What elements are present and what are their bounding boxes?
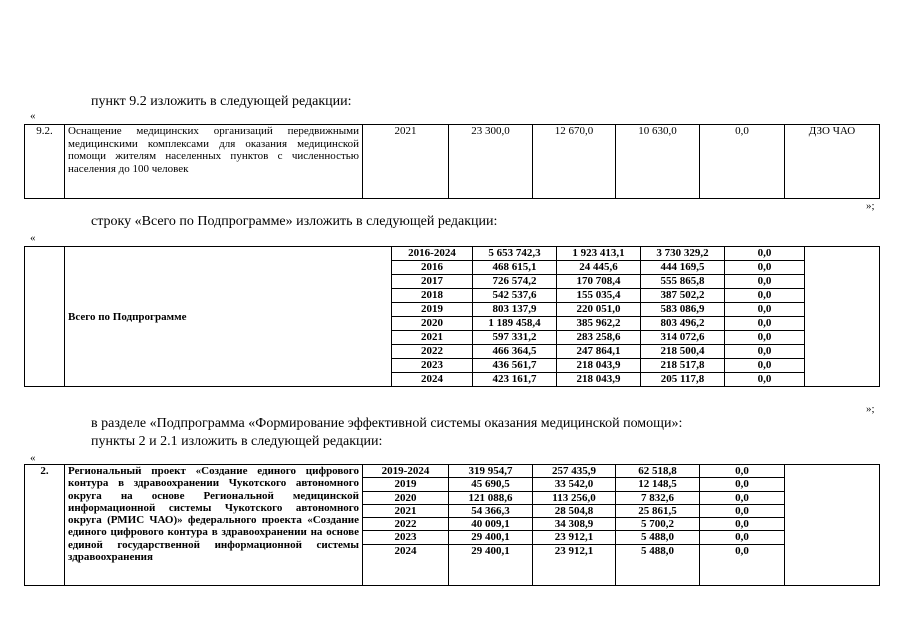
table-subprogram-total [24, 246, 880, 387]
cell-total: 29 400,1 [449, 531, 533, 544]
cell-col2: 218 043,9 [557, 359, 641, 373]
cell-total: 726 574,2 [473, 275, 557, 289]
cell-col4: 0,0 [725, 373, 805, 387]
cell-total: 436 561,7 [473, 359, 557, 373]
cell-total: 803 137,9 [473, 303, 557, 317]
cell-year: 2019 [363, 478, 449, 491]
cell-col4: 0,0 [725, 331, 805, 345]
cell-col4: 0,0 [700, 518, 785, 531]
cell-year: 2016-2024 [392, 247, 473, 261]
cell-col4: 0,0 [725, 317, 805, 331]
project-name: Региональный проект «Создание единого цифрового контура в здравоохранении Чукотского автономного округа на основе Региональной медицинской информационной системы Чукотского автономного округа (РМИС ЧАО)» федерального проекта «Создание единого цифрового контура в здравоохранении на основе единой государственной информационной системы здравоохранения [65, 465, 363, 586]
item-col4: 0,0 [700, 125, 785, 199]
cell-col4: 0,0 [700, 465, 785, 478]
cell-col3: 25 861,5 [616, 504, 700, 517]
paragraph-3: в разделе «Подпрограмма «Формирование эффективной системы оказания медицинской помощи»: [91, 416, 683, 431]
cell-year: 2017 [392, 275, 473, 289]
cell-total: 121 088,6 [449, 491, 533, 504]
empty-executor-cell [805, 247, 880, 387]
cell-total: 466 364,5 [473, 345, 557, 359]
cell-total: 29 400,1 [449, 544, 533, 585]
cell-col2: 23 912,1 [533, 544, 616, 585]
table-row [25, 247, 880, 261]
cell-col2: 220 051,0 [557, 303, 641, 317]
cell-total: 319 954,7 [449, 465, 533, 478]
cell-col2: 34 308,9 [533, 518, 616, 531]
cell-col2: 385 962,2 [557, 317, 641, 331]
table-item-9-2 [24, 124, 880, 199]
cell-year: 2024 [363, 544, 449, 585]
cell-col4: 0,0 [700, 504, 785, 517]
cell-col4: 0,0 [725, 275, 805, 289]
cell-col3: 205 117,8 [641, 373, 725, 387]
close-quote-2: »; [866, 403, 875, 415]
cell-col2: 247 864,1 [557, 345, 641, 359]
cell-col2: 28 504,8 [533, 504, 616, 517]
cell-year: 2016 [392, 261, 473, 275]
cell-col4: 0,0 [700, 531, 785, 544]
cell-total: 423 161,7 [473, 373, 557, 387]
cell-col4: 0,0 [725, 261, 805, 275]
cell-col3: 218 517,8 [641, 359, 725, 373]
cell-year: 2020 [363, 491, 449, 504]
project-number: 2. [25, 465, 65, 586]
open-quote-1: « [30, 110, 36, 122]
cell-col3: 5 700,2 [616, 518, 700, 531]
cell-col4: 0,0 [725, 359, 805, 373]
item-number: 9.2. [25, 125, 65, 199]
cell-year: 2019 [392, 303, 473, 317]
subprogram-total-label: Всего по Подпрограмме [65, 247, 392, 387]
paragraph-2: строку «Всего по Подпрограмме» изложить в следующей редакции: [91, 214, 498, 229]
cell-col2: 1 923 413,1 [557, 247, 641, 261]
table-row [25, 465, 880, 478]
paragraph-1: пункт 9.2 изложить в следующей редакции: [91, 94, 352, 109]
item-executor: ДЗО ЧАО [785, 125, 880, 199]
cell-total: 468 615,1 [473, 261, 557, 275]
cell-col3: 7 832,6 [616, 491, 700, 504]
cell-col2: 155 035,4 [557, 289, 641, 303]
item-total: 23 300,0 [449, 125, 533, 199]
cell-col2: 23 912,1 [533, 531, 616, 544]
cell-col2: 113 256,0 [533, 491, 616, 504]
cell-total: 54 366,3 [449, 504, 533, 517]
open-quote-3: « [30, 452, 36, 464]
cell-col2: 170 708,4 [557, 275, 641, 289]
cell-col3: 583 086,9 [641, 303, 725, 317]
cell-year: 2023 [392, 359, 473, 373]
cell-year: 2021 [392, 331, 473, 345]
cell-col3: 803 496,2 [641, 317, 725, 331]
cell-total: 1 189 458,4 [473, 317, 557, 331]
cell-col3: 62 518,8 [616, 465, 700, 478]
cell-col3: 5 488,0 [616, 531, 700, 544]
cell-col3: 555 865,8 [641, 275, 725, 289]
cell-col4: 0,0 [700, 544, 785, 585]
empty-executor-cell [785, 465, 880, 586]
cell-total: 40 009,1 [449, 518, 533, 531]
cell-total: 5 653 742,3 [473, 247, 557, 261]
table-row [25, 125, 880, 199]
cell-year: 2021 [363, 504, 449, 517]
cell-total: 597 331,2 [473, 331, 557, 345]
cell-year: 2022 [363, 518, 449, 531]
cell-col3: 3 730 329,2 [641, 247, 725, 261]
cell-col2: 218 043,9 [557, 373, 641, 387]
item-col2: 12 670,0 [533, 125, 616, 199]
cell-col3: 12 148,5 [616, 478, 700, 491]
cell-year: 2019-2024 [363, 465, 449, 478]
open-quote-2: « [30, 232, 36, 244]
cell-col3: 314 072,6 [641, 331, 725, 345]
cell-year: 2020 [392, 317, 473, 331]
item-col3: 10 630,0 [616, 125, 700, 199]
cell-total: 45 690,5 [449, 478, 533, 491]
cell-col3: 5 488,0 [616, 544, 700, 585]
cell-col4: 0,0 [700, 491, 785, 504]
empty-number-cell [25, 247, 65, 387]
cell-year: 2024 [392, 373, 473, 387]
cell-col3: 387 502,2 [641, 289, 725, 303]
item-year: 2021 [363, 125, 449, 199]
cell-year: 2018 [392, 289, 473, 303]
cell-col2: 257 435,9 [533, 465, 616, 478]
cell-col4: 0,0 [700, 478, 785, 491]
cell-col4: 0,0 [725, 345, 805, 359]
cell-col3: 218 500,4 [641, 345, 725, 359]
cell-year: 2022 [392, 345, 473, 359]
cell-col2: 283 258,6 [557, 331, 641, 345]
paragraph-4: пункты 2 и 2.1 изложить в следующей редакции: [91, 434, 383, 449]
cell-total: 542 537,6 [473, 289, 557, 303]
cell-year: 2023 [363, 531, 449, 544]
cell-col2: 33 542,0 [533, 478, 616, 491]
cell-col3: 444 169,5 [641, 261, 725, 275]
cell-col2: 24 445,6 [557, 261, 641, 275]
cell-col4: 0,0 [725, 303, 805, 317]
cell-col4: 0,0 [725, 289, 805, 303]
cell-col4: 0,0 [725, 247, 805, 261]
close-quote-1: »; [866, 200, 875, 212]
item-name: Оснащение медицинских организаций передвижными медицинскими комплексами для оказания медицинской помощи жителям населенных пунктов с численностью населения до 100 человек [65, 125, 363, 199]
table-item-2 [24, 464, 880, 586]
